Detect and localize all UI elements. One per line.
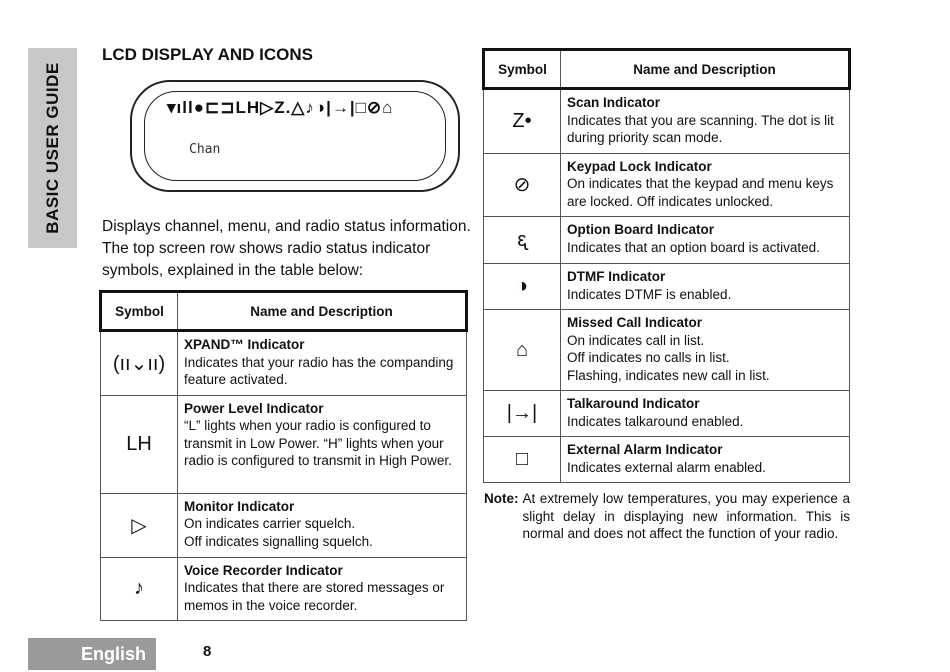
note-label: Note:	[484, 491, 519, 506]
lcd-screen	[144, 91, 446, 181]
xpand-icon: (ıı⌄ıı)	[101, 331, 178, 396]
indicator-desc-text: On indicates that the keypad and menu keys are locked. Off indicates unlocked.	[567, 176, 834, 209]
indicator-name: Missed Call Indicator	[567, 315, 703, 330]
page-number: 8	[203, 643, 212, 660]
indicator-desc-text: On indicates call in list. Off indicates no calls in list. Flashing, indicates new call in list.	[567, 332, 770, 383]
page-heading: LCD DISPLAY AND ICONS	[102, 45, 313, 64]
indicator-description	[561, 264, 850, 310]
indicator-desc-text: Indicates that there are stored messages or memos in the voice recorder.	[184, 580, 445, 613]
table-row	[484, 391, 850, 437]
indicator-description	[561, 310, 850, 391]
voice-recorder-icon: ♪	[101, 557, 178, 621]
side-section-tab	[28, 48, 77, 248]
indicator-description	[178, 395, 467, 493]
table-row	[101, 395, 467, 493]
indicator-description	[178, 557, 467, 621]
option-board-icon: ᶓ	[484, 217, 561, 264]
note-block	[484, 490, 850, 543]
col-symbol-header: Symbol	[101, 292, 178, 331]
table-row	[484, 310, 850, 391]
indicator-description	[561, 217, 850, 264]
dtmf-icon: ◑	[484, 264, 561, 310]
table-row	[484, 264, 850, 310]
indicator-name: DTMF Indicator	[567, 269, 666, 284]
indicator-desc-text: Indicates that you are scanning. The dot is lit during priority scan mode.	[567, 112, 834, 145]
talkaround-icon: |→|	[484, 391, 561, 437]
indicator-desc-text: Indicates talkaround enabled.	[567, 413, 744, 429]
lcd-channel-text: Chan	[189, 142, 221, 157]
monitor-icon: ▷	[101, 493, 178, 557]
indicator-name: Option Board Indicator	[567, 222, 714, 237]
col-symbol-header: Symbol	[484, 50, 561, 89]
indicator-table-left	[99, 290, 468, 621]
indicator-description	[178, 493, 467, 557]
indicator-desc-text: Indicates that an option board is activated.	[567, 239, 820, 255]
table-row	[484, 217, 850, 264]
intro-paragraph: Displays channel, menu, and radio status information. The top screen row shows radio status indicator symbols, explained in the table below:	[102, 218, 471, 279]
language-tab	[28, 638, 156, 670]
indicator-desc-text: Indicates DTMF is enabled.	[567, 286, 732, 302]
indicator-name: Voice Recorder Indicator	[184, 562, 343, 578]
power-level-icon: LH	[101, 395, 178, 493]
table-row	[101, 557, 467, 621]
side-tab-label: BASIC USER GUIDE	[42, 62, 62, 234]
lcd-display-illustration	[130, 80, 460, 192]
indicator-description	[561, 437, 850, 483]
table-row	[484, 153, 850, 217]
col-desc-header: Name and Description	[178, 292, 467, 331]
indicator-description	[178, 331, 467, 396]
indicator-description	[561, 89, 850, 154]
indicator-description	[561, 391, 850, 437]
indicator-name: Keypad Lock Indicator	[567, 158, 712, 174]
table-row	[484, 89, 850, 154]
indicator-desc-text: Indicates that your radio has the companding feature activated.	[184, 354, 454, 387]
indicator-table-right	[482, 48, 851, 483]
keypad-lock-icon: ⊘	[484, 153, 561, 217]
lcd-status-icons-row: ▾ıll●⊏⊐LH▷Z.△♪◑|→|□⊘⌂	[167, 98, 394, 117]
external-alarm-icon: □	[484, 437, 561, 483]
col-desc-header: Name and Description	[561, 50, 850, 89]
indicator-name: Power Level Indicator	[184, 400, 324, 416]
language-label: English	[80, 644, 146, 664]
indicator-desc-text: On indicates carrier squelch. Off indicates signalling squelch.	[184, 516, 373, 549]
indicator-desc-text: “L” lights when your radio is configured to transmit in Low Power. “H” lights when your radio is configured to transmit in High Power.	[184, 418, 452, 468]
indicator-name: Scan Indicator	[567, 95, 661, 110]
table-row	[484, 437, 850, 483]
indicator-name: Talkaround Indicator	[567, 396, 700, 411]
missed-call-icon: ⌂	[484, 310, 561, 391]
indicator-desc-text: Indicates external alarm enabled.	[567, 459, 766, 475]
table-row	[101, 493, 467, 557]
indicator-name: Monitor Indicator	[184, 498, 295, 514]
note-text: At extremely low temperatures, you may experience a slight delay in displaying new information. This is normal and does not affect the function of your radio.	[522, 491, 850, 541]
scan-icon: Z•	[484, 89, 561, 154]
table-row	[101, 331, 467, 396]
indicator-name: XPAND™ Indicator	[184, 337, 305, 352]
indicator-description	[561, 153, 850, 217]
indicator-name: External Alarm Indicator	[567, 442, 723, 457]
